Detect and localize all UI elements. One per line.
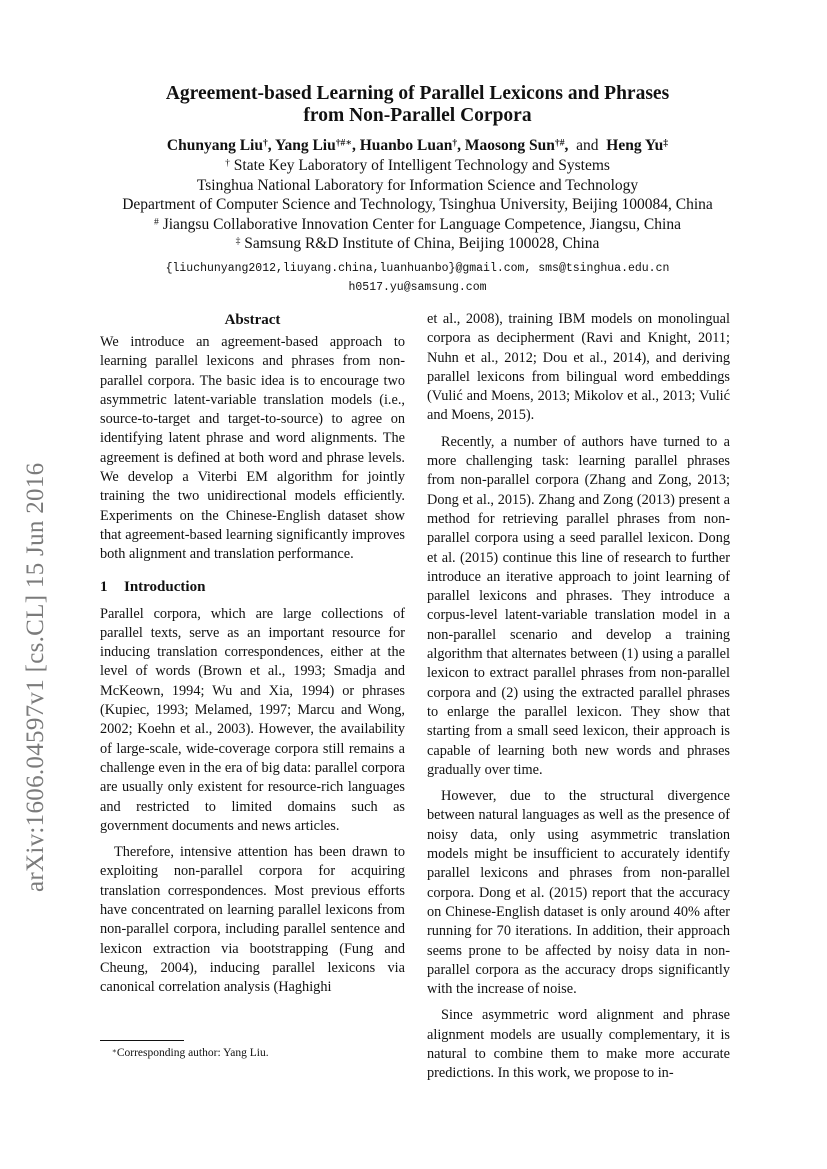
author-name: Heng Yu [606, 137, 664, 154]
section-title-text: Introduction [124, 578, 206, 595]
section-heading-introduction [100, 577, 405, 597]
affiliation-text: Tsinghua National Laboratory for Information Science and Technology [196, 176, 639, 194]
author-affiliation-mark: ‡ [663, 137, 669, 149]
author-affiliation-mark: †# [554, 137, 565, 149]
footnote-separator [100, 1040, 184, 1041]
author-affiliation-mark: † [263, 137, 268, 149]
author-affiliation-mark: † [452, 137, 458, 149]
paragraph: et al., 2008), training IBM models on monolingual corpora as decipherment (Ravi and Knight, 2011; Nuhn et al., 2012; Dou et al., 2014), and deriving parallel lexicons from bilingual word embeddings (Vulić and Moens, 2013; Mikolov et al., 2013; Vulić and Moens, 2015). [427, 311, 730, 424]
left-column [100, 310, 405, 998]
title-line-2: from Non-Parallel Corpora [303, 105, 532, 126]
paragraph: Parallel corpora, which are large collections of parallel texts, serve as an important resource for inducing translation correspondences, either at the level of words (Brown et al., 1993; Smadja and McKeown, 1994; Wu and Xia, 1994) or phrases (Kupiec, 1993; Melamed, 1997; Marcu and Wong, 2002; Koehn et al., 2003). However, the availability of large-scale, wide-coverage corpora still remains a challenge even in the era of big data: parallel corpora are usually only existent for resource-rich languages and restricted to limited domains such as government documents and news articles. [100, 605, 405, 834]
affiliation-line [90, 195, 745, 215]
affiliation-list [90, 156, 745, 254]
paper-title [100, 83, 735, 127]
affiliation-line [90, 215, 745, 235]
arxiv-identifier: arXiv:1606.04597v1 [cs.CL] 15 Jun 2016 [22, 462, 49, 892]
affiliation-mark: † [225, 157, 230, 169]
section-number: 1 [100, 578, 108, 595]
author-name: Huanbo Luan [359, 137, 453, 154]
paragraph: Recently, a number of authors have turned to a more challenging task: learning parallel phrases from non-parallel corpora (Zhang and Zong, 2013; Dong et al., 2015). Zhang and Zong (2013) present a method for retrieving parallel phrases from non-parallel corpora using a seed parallel lexicon. Dong et al. (2015) continue this line of research to further introduce an iterative approach to joint learning of parallel lexicons and phrases. They introduce a corpus-level latent-variable translation model in a non-parallel scenario and develop a training algorithm that alternates between (1) using a parallel lexicon to extract parallel phrases from non-parallel corpora and (2) using the extracted parallel phrases to enlarge the parallel lexicon. They show that starting from a small seed lexicon, their approach is capable of learning both new words and phrases gradually over time. [427, 433, 730, 778]
abstract-text: We introduce an agreement-based approach to learning parallel lexicons and phrases from non-parallel corpora. The basic idea is to encourage two asymmetric latent-variable translation models (i.e., source-to-target and target-to-source) to agree on identifying latent phrase and word alignments. The agreement is defined at both word and phrase levels. We develop a Viterbi EM algorithm for jointly training the two unidirectional models efficiently. Experiments on the Chinese-English dataset show that agreement-based learning significantly improves both alignment and translation performance. [100, 334, 405, 563]
affiliation-line [90, 234, 745, 254]
affiliation-mark: ‡ [235, 235, 241, 247]
right-column [427, 310, 730, 1084]
affiliation-mark: # [154, 216, 159, 228]
abstract-heading: Abstract [224, 312, 281, 328]
paragraph: However, due to the structural divergence between natural languages as well as the presence of noisy data, only using asymmetric translation models might be insufficient to accurately identify parallel lexicons and phrases from non-parallel corpora. Dong et al. (2015) report that the accuracy on Chinese-English dataset is only around 40% after running for 70 iterations. In addition, their approach seems prone to be affected by noisy data in non-parallel corpora as the accuracy drops significantly with the increase of noise. [427, 788, 730, 998]
affiliation-text: Jiangsu Collaborative Innovation Center for Language Competence, Jiangsu, China [158, 215, 681, 233]
title-line-1: Agreement-based Learning of Parallel Lexicons and Phrases [165, 83, 670, 104]
paragraph: Therefore, intensive attention has been drawn to exploiting non-parallel corpora for acquiring translation correspondences. Most previous efforts have concentrated on learning parallel lexicons from non-parallel corpora, including parallel sentence and lexicon extraction via bootstrapping (Fung and Cheung, 2004), inducing parallel lexicons via canonical correlation analysis (Haghighi [100, 844, 405, 996]
email-line-2: h0517.yu@samsung.com [348, 281, 487, 294]
affiliation-text: State Key Laboratory of Intelligent Technology and Systems [229, 157, 610, 174]
author-name: Yang Liu [274, 137, 336, 154]
affiliation-text: Department of Computer Science and Technology, Tsinghua University, Beijing 100084, China [122, 196, 713, 213]
email-line-1: {liuchunyang2012,liuyang.china,luanhuanbo}@gmail.com, sms@tsinghua.edu.cn [165, 262, 670, 275]
author-conjunction: and [576, 137, 599, 154]
author-list: Chunyang Liu†, Yang Liu†#∗, Huanbo Luan†, Maosong Sun†#, and Heng Yu‡ [166, 137, 669, 154]
affiliation-line [90, 156, 745, 176]
author-name: Chunyang Liu [166, 137, 263, 154]
author-emails [90, 259, 745, 297]
paragraph: Since asymmetric word alignment and phrase alignment models are usually complementary, it is natural to combine them to make more accurate predictions. In this work, we propose to in- [427, 1007, 730, 1082]
footnote-text: Corresponding author: Yang Liu. [116, 1047, 269, 1059]
affiliation-line [90, 176, 745, 196]
author-affiliation-mark: †#∗ [335, 137, 352, 149]
footnote-mark: ∗ [112, 1046, 117, 1055]
author-name: Maosong Sun [464, 137, 555, 154]
footnote [112, 1046, 269, 1060]
affiliation-text: Samsung R&D Institute of China, Beijing 100028, China [240, 235, 600, 252]
